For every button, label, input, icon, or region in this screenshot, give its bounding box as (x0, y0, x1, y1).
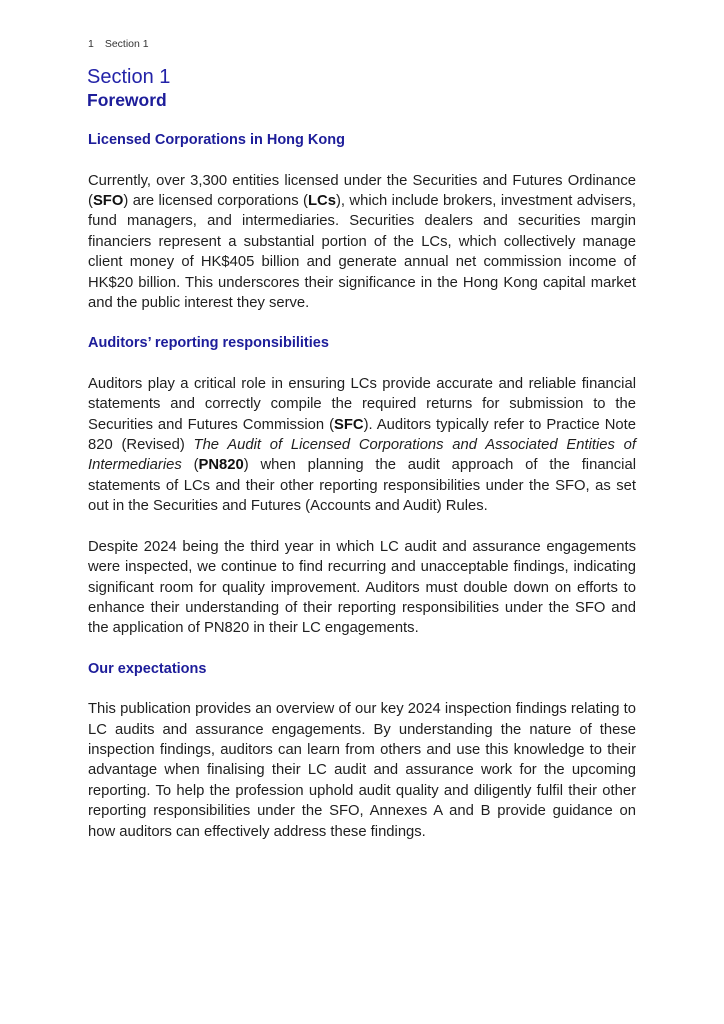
abbr-sfc: SFC (334, 416, 364, 433)
text-run: ( (181, 457, 199, 474)
heading-our-expectations: Our expectations (88, 660, 207, 677)
page-number: 1 (88, 38, 94, 50)
document-body (88, 130, 636, 842)
practice-note-title: The Audit of Licensed Corporations and Associated Entities of Intermediaries (88, 437, 636, 474)
running-header (88, 38, 149, 50)
text-run: ). Auditors typically refer to Practice Note 820 (Revised) (88, 416, 636, 454)
text-run: Currently, over 3,300 entities licensed under the Securities and Futures Ordinance ( (88, 172, 636, 209)
abbr-pn820: PN820 (198, 457, 244, 474)
heading-licensed-corporations: Licensed Corporations in Hong Kong (88, 132, 345, 148)
paragraph-recurring-findings: Despite 2024 being the third year in which LC audit and assurance engagements were inspected, we continue to find recurring and unacceptable findings, indicating significant room for quality improvement. Auditors must double down on efforts to enhance their understanding of their reporting responsibilities under the SFO and the application of PN820 in their LC engagements. (88, 538, 636, 637)
page-title: Foreword (87, 90, 167, 110)
running-section: Section 1 (104, 38, 149, 50)
abbr-sfo: SFO (92, 192, 124, 209)
text-run: ) are licensed corporations ( (123, 192, 308, 209)
section-label: Section 1 (87, 66, 171, 88)
text-run: ) when planning the audit approach of the financial statements of LCs and their other reporting responsibilities under the SFO, as set out in the Securities and Futures (Accounts and Audit) Rules. (88, 457, 636, 515)
heading-auditors-responsibilities: Auditors’ reporting responsibilities (88, 335, 329, 352)
paragraph-auditors-role (88, 374, 636, 517)
text-run: ), which include brokers, investment advisers, fund managers, and intermediaries. Securities dealers and securities margin financiers represent a substantial portion of the LCs, which collectively manage client money of HK$405 billion and generate annual net commission income of HK$20 billion. This underscores their significance in the Hong Kong capital market and the public interest they serve. (88, 192, 636, 311)
text-run: Auditors play a critical role in ensuring LCs provide accurate and reliable financial statements and correctly compile the required returns for submission to the Securities and Futures Commission ( (88, 375, 636, 433)
abbr-lcs: LCs (307, 192, 336, 209)
paragraph-expectations: This publication provides an overview of our key 2024 inspection findings relating to LC audits and assurance engagements. By understanding the nature of these inspection findings, auditors can learn from others and use this knowledge to their advantage when finalising their LC audit and assurance work for the upcoming reporting. To help the profession uphold audit quality and diligently fulfil their other reporting responsibilities under the SFO, Annexes A and B provide guidance on how auditors can effectively address these findings. (88, 701, 636, 840)
paragraph-licensed-corporations (88, 171, 636, 314)
